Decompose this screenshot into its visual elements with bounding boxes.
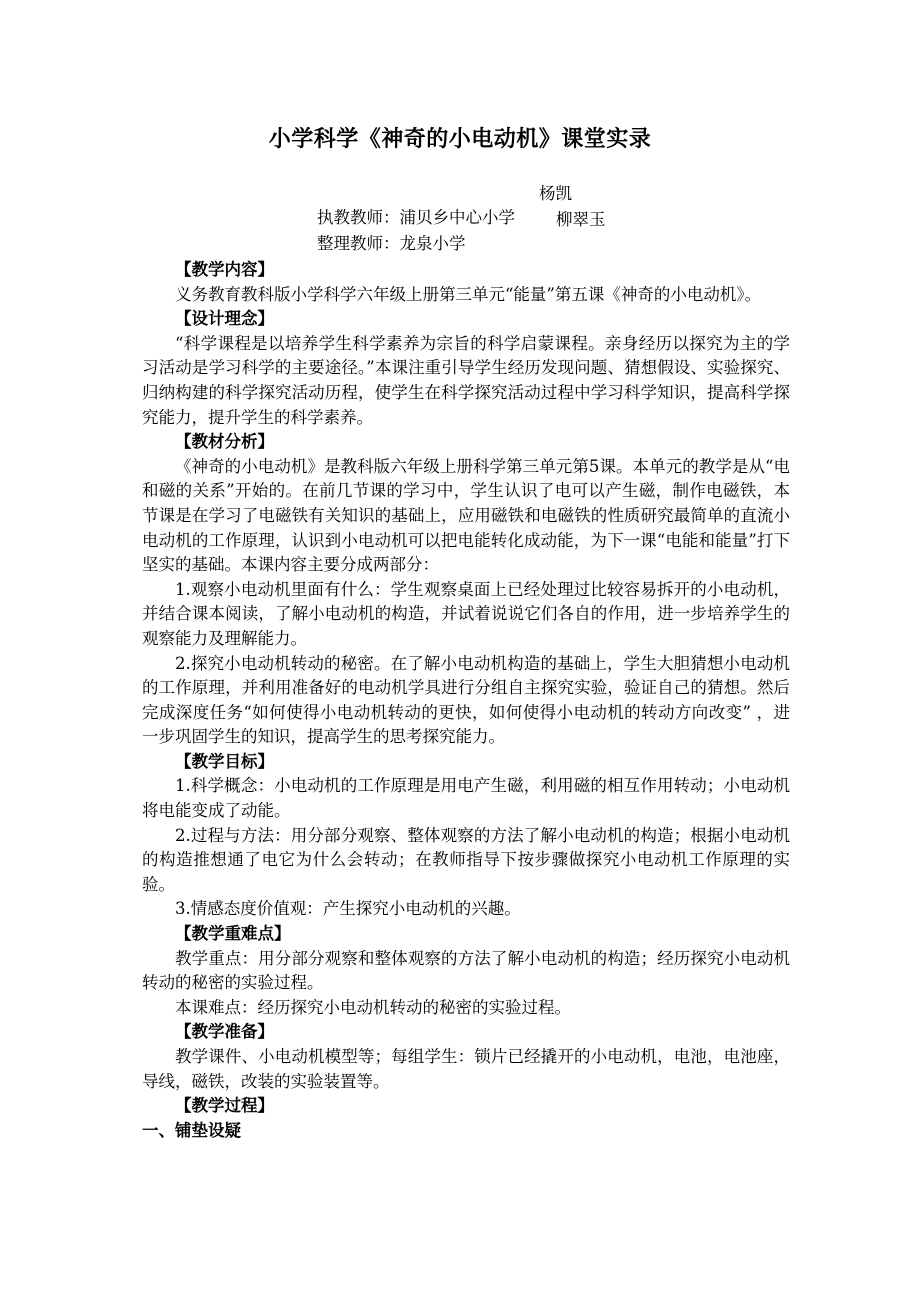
list-item: 2.过程与方法：用分部分观察、整体观察的方法了解小电动机的构造；根据小电动机的构造推想通了电它为什么会转动；在教师指导下按步骤做探究小电动机工作原理的实验。 — [142, 825, 790, 894]
paragraph: 义务教育教科版小学科学六年级上册第三单元“能量”第五课《神奇的小电动机》。 — [175, 284, 762, 304]
paragraph: 本课难点：经历探究小电动机转动的秘密的实验过程。 — [175, 997, 571, 1017]
list-item: 2.探究小电动机转动的秘密。在了解小电动机构造的基础上，学生大胆猜想小电动机的工作原理，并利用准备好的电动机学具进行分组自主探究实验，验证自己的猜想。然后完成深度任务“如何使得小电动机转动的更快，如何使得小电动机的转动方向改变” ，进一步巩固学生的知识，提高学生的思考探究能力。 — [142, 653, 790, 747]
section-heading: 【教材分析】 — [175, 432, 274, 452]
section-heading: 【教学重难点】 — [175, 924, 291, 944]
teacher-role: 执教教师：浦贝乡中心小学 — [316, 208, 515, 227]
section-heading: 【教学目标】 — [175, 751, 274, 771]
teacher-name: 柳翠玉 — [556, 210, 606, 229]
section-heading: 【设计理念】 — [175, 309, 274, 329]
step-heading: 一、铺垫设疑 — [142, 1120, 241, 1140]
section-heading: 【教学内容】 — [175, 260, 274, 279]
section-heading: 【教学准备】 — [175, 1022, 274, 1042]
paragraph: 《神奇的小电动机》是教科版六年级上册科学第三单元第5课。本单元的教学是从“电和磁的关系”开始的。在前几节课的学习中，学生认识了电可以产生磁，制作电磁铁，本节课是在学习了电磁铁有关知识的基础上，应用磁铁和电磁铁的性质研究最简单的直流小电动机的工作原理，认识到小电动机可以把电能转化成动能，为下一课“电能和能量”打下坚实的基础。本课内容主要分成两部分： — [142, 456, 790, 575]
paragraph: 教学课件、小电动机模型等；每组学生：锁片已经撬开的小电动机，电池，电池座，导线，磁铁，改装的实验装置等。 — [142, 1047, 790, 1091]
paragraph: 教学重点：用分部分观察和整体观察的方法了解小电动机的构造；经历探究小电动机转动的秘密的实验过程。 — [142, 948, 790, 993]
page-title: 小学科学《神奇的小电动机》课堂实录 — [268, 127, 652, 152]
paragraph: “科学课程是以培养学生科学素养为宗旨的科学启蒙课程。亲身经历以探究为主的学习活动是学习科学的主要途径。”本课注重引导学生经历发现问题、猜想假设、实验探究、归纳构建的科学探究活动历程，使学生在科学探究活动过程中学习科学知识，提高科学探究能力，提升学生的科学素养。 — [142, 333, 790, 427]
teacher-name: 杨凯 — [539, 184, 572, 203]
section-heading: 【教学过程】 — [175, 1096, 274, 1116]
list-item: 1.观察小电动机里面有什么：学生观察桌面上已经处理过比较容易拆开的小电动机，并结合课本阅读，了解小电动机的构造，并试着说说它们各自的作用，进一步培养学生的观察能力及理解能力。 — [142, 579, 790, 648]
document-body — [142, 258, 790, 1143]
list-item: 3.情感态度价值观：产生探究小电动机的兴趣。 — [175, 899, 521, 919]
list-item: 1.科学概念：小电动机的工作原理是用电产生磁，利用磁的相互作用转动；小电动机将电能变成了动能。 — [142, 776, 790, 821]
teacher-role: 整理教师：龙泉小学 — [316, 234, 466, 253]
